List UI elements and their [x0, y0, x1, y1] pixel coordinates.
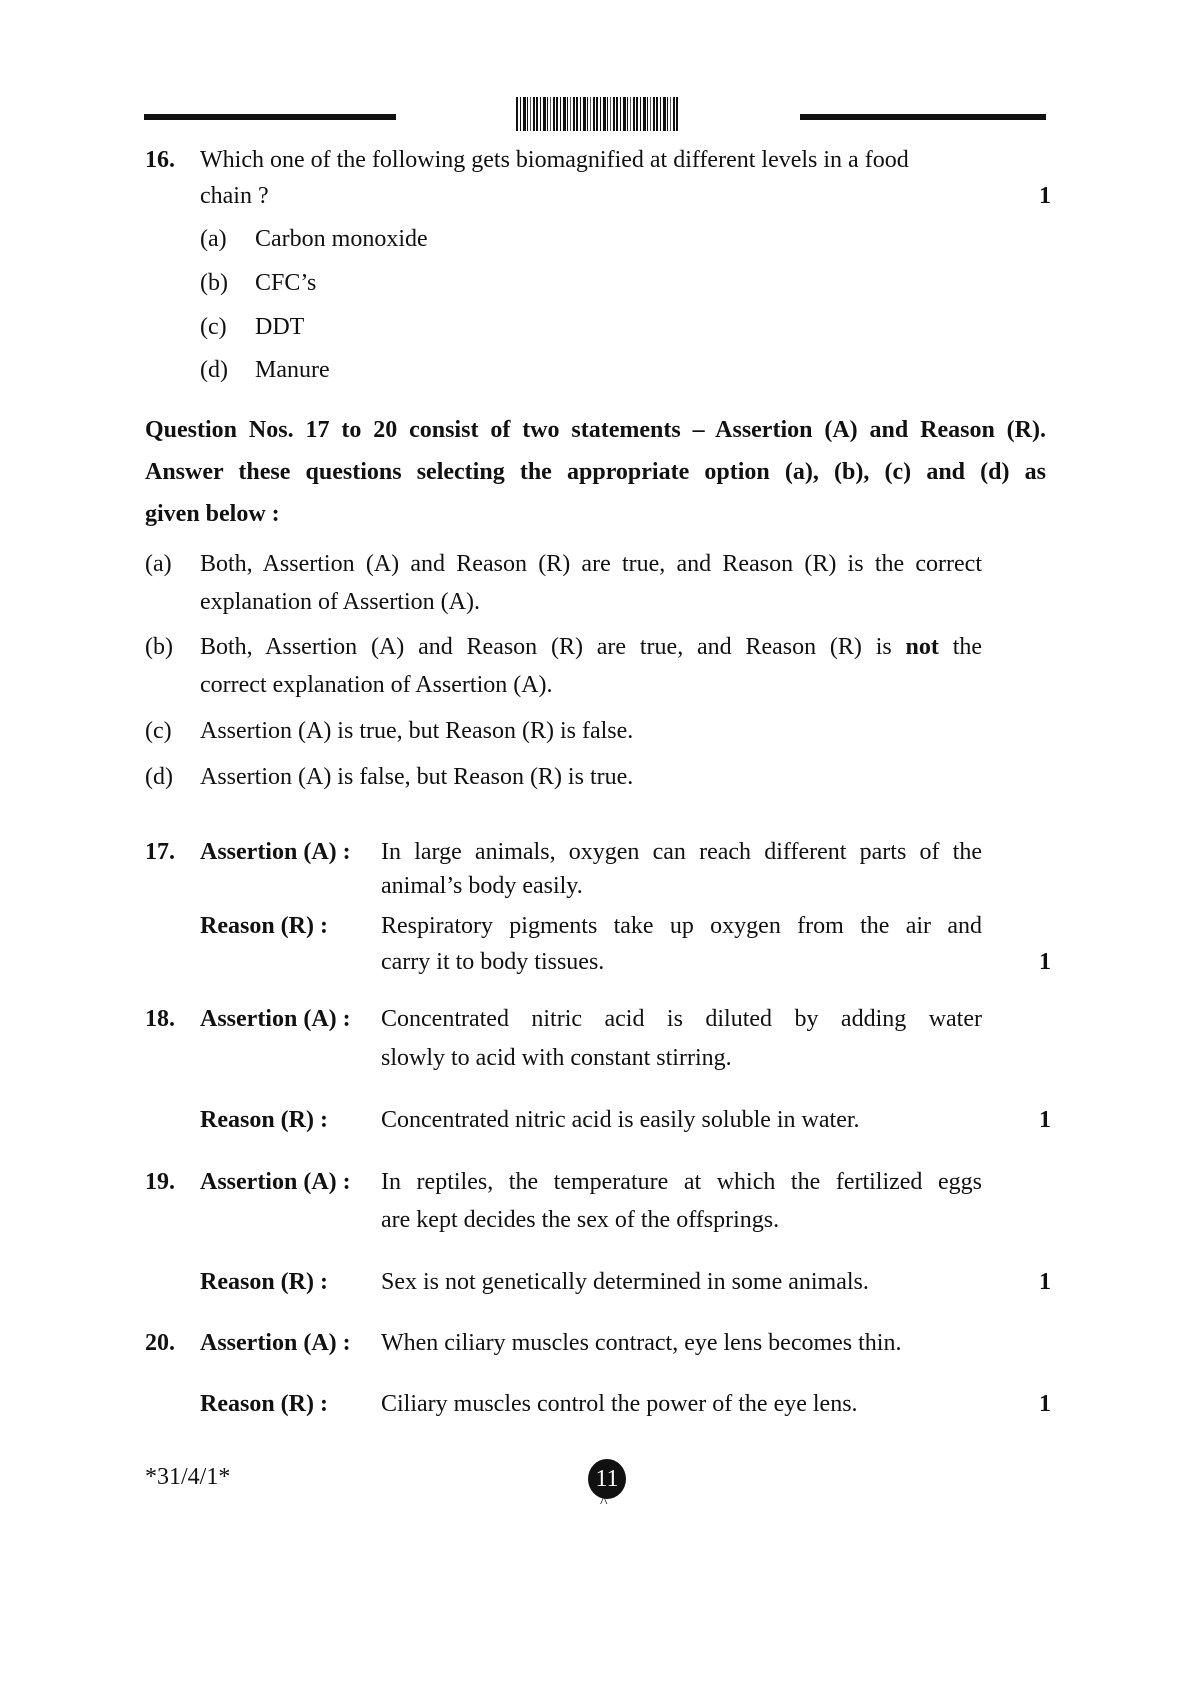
instruction-text: Question Nos. 17 to 20 consist of two statements – Assertion (A) and Reason (R).	[145, 417, 1046, 443]
option-text: Carbon monoxide	[255, 226, 428, 252]
assertion-text: In large animals, oxygen can reach different parts of the	[381, 839, 982, 865]
caret-mark: ^	[600, 1494, 608, 1511]
header-rule-left	[144, 114, 396, 120]
reason-text: carry it to body tissues.	[381, 949, 605, 975]
question-text: Which one of the following gets biomagnified at different levels in a food	[200, 147, 909, 173]
reason-text: Respiratory pigments take up oxygen from the air and	[381, 913, 982, 939]
ar-option-text: Assertion (A) is true, but Reason (R) is false.	[200, 718, 634, 744]
paper-code: *31/4/1*	[145, 1464, 231, 1490]
ar-option-text: explanation of Assertion (A).	[200, 589, 480, 615]
assertion-text: slowly to acid with constant stirring.	[381, 1045, 732, 1071]
barcode	[516, 97, 680, 131]
page-number-badge: 11	[588, 1459, 626, 1499]
ar-option-label: (d)	[145, 764, 173, 790]
ar-option-text: Both, Assertion (A) and Reason (R) are true, and Reason (R) is the correct	[200, 551, 982, 577]
option-text: CFC’s	[255, 270, 317, 296]
assertion-label: Assertion (A) :	[200, 839, 351, 865]
marks: 1	[1039, 1107, 1051, 1133]
reason-text: Concentrated nitric acid is easily soluble in water.	[381, 1107, 860, 1133]
marks: 1	[1039, 1269, 1051, 1295]
question-number: 19.	[145, 1169, 175, 1195]
option-text: Manure	[255, 357, 330, 383]
marks: 1	[1039, 183, 1051, 209]
assertion-text: animal’s body easily.	[381, 873, 583, 899]
assertion-text: In reptiles, the temperature at which the fertilized eggs	[381, 1169, 982, 1195]
reason-text: Ciliary muscles control the power of the eye lens.	[381, 1391, 858, 1417]
reason-label: Reason (R) :	[200, 1269, 328, 1295]
reason-label: Reason (R) :	[200, 913, 328, 939]
header-rule-right	[800, 114, 1046, 120]
option-label: (a)	[200, 226, 227, 252]
ar-option-text: correct explanation of Assertion (A).	[200, 672, 553, 698]
question-number: 18.	[145, 1006, 175, 1032]
ar-option-label: (a)	[145, 551, 172, 577]
question-number: 17.	[145, 839, 175, 865]
assertion-text: When ciliary muscles contract, eye lens becomes thin.	[381, 1330, 902, 1356]
marks: 1	[1039, 949, 1051, 975]
option-label: (c)	[200, 314, 227, 340]
question-number: 16.	[145, 147, 175, 173]
option-label: (d)	[200, 357, 228, 383]
ar-option-text: Assertion (A) is false, but Reason (R) is true.	[200, 764, 634, 790]
reason-label: Reason (R) :	[200, 1107, 328, 1133]
question-text: chain ?	[200, 183, 269, 209]
instruction-text: Answer these questions selecting the appropriate option (a), (b), (c) and (d) as	[145, 459, 1046, 485]
ar-option-text: Both, Assertion (A) and Reason (R) are true, and Reason (R) is not the	[200, 634, 983, 660]
assertion-label: Assertion (A) :	[200, 1169, 351, 1195]
assertion-label: Assertion (A) :	[200, 1330, 351, 1356]
assertion-label: Assertion (A) :	[200, 1006, 351, 1032]
ar-option-label: (c)	[145, 718, 172, 744]
option-label: (b)	[200, 270, 228, 296]
ar-option-label: (b)	[145, 634, 173, 660]
reason-text: Sex is not genetically determined in some animals.	[381, 1269, 869, 1295]
option-text: DDT	[255, 314, 305, 340]
assertion-text: are kept decides the sex of the offsprings.	[381, 1207, 780, 1233]
reason-label: Reason (R) :	[200, 1391, 328, 1417]
instruction-text: given below :	[145, 501, 280, 527]
assertion-text: Concentrated nitric acid is diluted by adding water	[381, 1006, 982, 1032]
marks: 1	[1039, 1391, 1051, 1417]
question-number: 20.	[145, 1330, 175, 1356]
